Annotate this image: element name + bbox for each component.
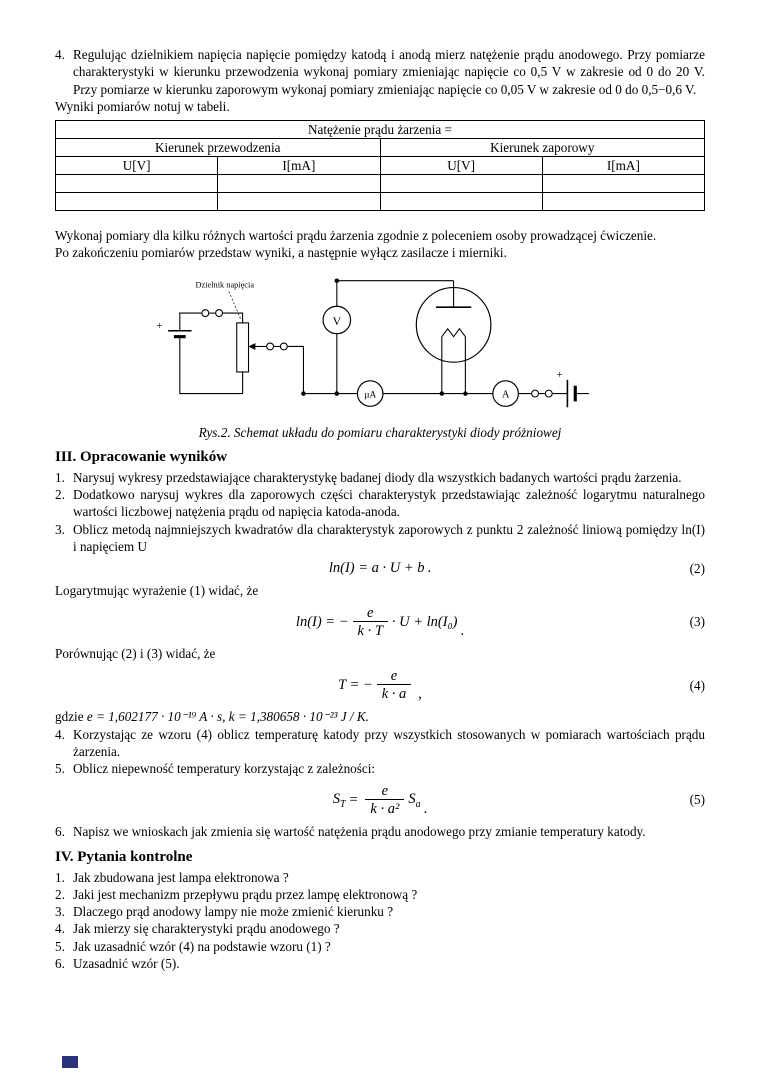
question-2-text: Jaki jest mechanizm przepływu prądu przez lampę elektronową ? <box>73 886 418 902</box>
figure-circuit <box>55 266 705 441</box>
col-header-uv-1: U[V] <box>56 157 218 175</box>
eq3-fraction <box>353 605 388 641</box>
empty-cell[interactable] <box>218 175 380 193</box>
section-3-title: III. Opracowanie wyników <box>55 448 228 465</box>
empty-cell[interactable] <box>56 175 218 193</box>
col-header-uv-2: U[V] <box>380 157 542 175</box>
list-number: 6. <box>55 956 65 972</box>
equation-4-number: (4) <box>689 677 705 693</box>
sec3-item-2 <box>55 486 705 521</box>
voltmeter-label: V <box>332 314 342 328</box>
empty-cell[interactable] <box>542 175 704 193</box>
eq2-punct: . <box>427 560 432 577</box>
sec3-item-4-text: Korzystając ze wzoru (4) oblicz temperaturę katody przy wszystkich stosowanych w pomiarach wartościach prądu żarzenia. <box>73 726 705 759</box>
table-header-row <box>56 157 705 175</box>
ammeter-label: A <box>501 388 510 401</box>
section-4-title: IV. Pytania kontrolne <box>55 848 193 865</box>
table-title-row <box>56 121 705 139</box>
eq5-lhs-sub: T <box>340 798 346 810</box>
list-number: 6. <box>55 824 65 840</box>
microammeter <box>357 380 383 406</box>
sec3-item-3-text: Oblicz metodą najmniejszych kwadratów dla charakterystyk zaporowych z punktu 2 zależność liniową pomiędzy ln(I) i napięciem U <box>73 521 705 554</box>
sec3-item-2-text: Dodatkowo narysuj wykres dla zaporowych części charakterystyk przedstawiając zależność logarytmu naturalnego wartości liczbowej natężenia prądu od napięcia katoda-anoda. <box>73 487 705 520</box>
eq5-lhs-base: S <box>332 790 341 807</box>
procedure-item-4-text: Regulując dzielnikiem napięcia napięcie pomiędzy katodą i anodą mierz natężenie prądu anodowego. Przy pomiarze charakterystyki w kierunku przewodzenia wykonaj pomiary zmieniając napięcie co 0,5 V w zakresie od 0 do 20 V. Przy pomiarze w kierunku zaporowym wykonaj pomiary zmieniając napięcie co 0,05 V w zakresie od 0 do 0,5−0,6 V. <box>73 47 705 97</box>
list-number: 2. <box>55 886 65 902</box>
list-number: 1. <box>55 469 65 485</box>
list-number: 3. <box>55 521 65 537</box>
equation-4 <box>55 668 705 704</box>
list-number: 4. <box>55 921 65 937</box>
sec3-item-5 <box>55 760 705 777</box>
question-6 <box>55 955 705 972</box>
eq3-lhs: ln(I) = − <box>295 613 349 630</box>
measurement-table <box>55 120 705 211</box>
equation-3-body <box>103 605 657 641</box>
circuit-wires <box>180 280 589 393</box>
question-4-text: Jak mierzy się charakterystyki prądu anodowego ? <box>73 921 340 937</box>
question-3 <box>55 903 705 920</box>
plus-sign-left: + <box>156 319 163 332</box>
eq4-numerator: e <box>390 667 398 684</box>
eq5-rhs-base: S <box>408 790 416 807</box>
divider-label: Dzielnik napięcia <box>195 280 255 290</box>
equation-2-body <box>103 560 657 577</box>
eq2-expression: ln(I) = a · U + b <box>328 560 425 577</box>
equation-2 <box>55 560 705 577</box>
eq5-denominator: k · a² <box>365 799 404 818</box>
eq5-rhs-sub: a <box>415 798 421 810</box>
table-empty-row <box>56 175 705 193</box>
table-empty-row <box>56 193 705 211</box>
eq3-rhs: · U + ln(I₀) <box>391 613 458 630</box>
col-header-ima-2: I[mA] <box>542 157 704 175</box>
sec3-item-3 <box>55 521 705 556</box>
microammeter-label: µA <box>364 390 377 401</box>
eq4-punct: , <box>418 686 422 703</box>
equation-5 <box>55 783 705 819</box>
eq5-rhs <box>408 791 420 810</box>
empty-cell[interactable] <box>56 193 218 211</box>
empty-cell[interactable] <box>380 193 542 211</box>
question-2 <box>55 886 705 903</box>
equation-3 <box>55 605 705 641</box>
equation-5-number: (5) <box>689 792 705 808</box>
list-number: 1. <box>55 869 65 885</box>
gdzie-word: gdzie <box>55 709 84 725</box>
sec3-item-4 <box>55 726 705 761</box>
list-number: 2. <box>55 487 65 503</box>
list-number: 3. <box>55 904 65 920</box>
ammeter <box>493 380 519 406</box>
eq5-numerator: e <box>381 782 389 799</box>
group-reverse-cell: Kierunek zaporowy <box>380 139 705 157</box>
eq3-numerator: e <box>366 604 374 621</box>
left-battery <box>156 319 191 336</box>
eq3-punct: . <box>460 623 465 640</box>
question-1 <box>55 869 705 886</box>
junction-dots <box>301 278 467 395</box>
question-1-text: Jak zbudowana jest lampa elektronowa ? <box>73 869 289 885</box>
list-number: 4. <box>55 726 65 742</box>
table-title-cell: Natężenie prądu żarzenia = <box>56 121 705 139</box>
equation-5-body <box>103 783 657 819</box>
sec3-item-6 <box>55 823 705 840</box>
eq4-denominator: k · a <box>377 684 412 703</box>
question-6-text: Uzasadnić wzór (5). <box>73 956 180 972</box>
question-5-text: Jak uzasadnić wzór (4) na podstawie wzoru (1) ? <box>73 938 331 954</box>
question-4 <box>55 920 705 937</box>
empty-cell[interactable] <box>380 175 542 193</box>
empty-cell[interactable] <box>542 193 704 211</box>
eq4-lhs: T = − <box>338 677 373 693</box>
voltage-divider <box>196 280 263 371</box>
list-number: 5. <box>55 761 65 777</box>
voltmeter <box>323 306 350 333</box>
circuit-diagram <box>144 266 616 423</box>
figure-caption: Rys.2. Schemat układu do pomiaru charakterystyki diody próżniowej <box>198 424 562 440</box>
table-group-row <box>56 139 705 157</box>
equation-4-body <box>103 668 657 704</box>
log-line: Logarytmując wyrażenie (1) widać, że <box>55 583 259 599</box>
equation-2-number: (2) <box>689 560 705 576</box>
eq4-fraction <box>377 668 412 704</box>
eq5-lhs <box>333 791 346 810</box>
sec3-item-5-text: Oblicz niepewność temperatury korzystając z zależności: <box>73 761 376 777</box>
constants-values: e = 1,602177 · 10⁻¹⁹ A · s, k = 1,380658 · 10⁻²³ J / K. <box>86 709 369 725</box>
right-battery <box>557 369 576 407</box>
eq3-denominator: k · T <box>353 621 388 640</box>
compare-line: Porównując (2) i (3) widać, że <box>55 646 216 662</box>
question-3-text: Dlaczego prąd anodowy lampy nie może zmienić kierunku ? <box>73 904 394 920</box>
empty-cell[interactable] <box>218 193 380 211</box>
paragraph-shutdown: Po zakończeniu pomiarów przedstaw wyniki, a następnie wyłącz zasilacze i mierniki. <box>55 245 507 261</box>
footer-mark <box>62 1056 78 1068</box>
col-header-ima-1: I[mA] <box>218 157 380 175</box>
equation-3-number: (3) <box>689 614 705 630</box>
sec3-item-6-text: Napisz we wnioskach jak zmienia się wartość natężenia prądu anodowego przy zmianie temperatury katody. <box>73 824 646 840</box>
paragraph-measurements: Wykonaj pomiary dla kilku różnych wartości prądu żarzenia zgodnie z poleceniem osoby prowadzącej ćwiczenie. <box>55 228 657 244</box>
list-number: 5. <box>55 938 65 954</box>
eq5-punct: . <box>423 801 428 818</box>
sec3-item-1-text: Narysuj wykresy przedstawiające charakterystykę badanej diody dla wszystkich badanych wartości prądu żarzenia. <box>73 469 682 485</box>
sec3-item-1 <box>55 469 705 486</box>
plus-sign-right: + <box>556 368 563 381</box>
table-note: Wyniki pomiarów notuj w tabeli. <box>55 98 230 114</box>
procedure-item-4 <box>55 46 705 98</box>
eq5-equals: = <box>348 791 359 808</box>
group-forward-cell: Kierunek przewodzenia <box>56 139 381 157</box>
list-number: 4. <box>55 47 65 62</box>
question-5 <box>55 938 705 955</box>
eq5-fraction <box>365 783 404 819</box>
constants-line <box>55 708 705 725</box>
